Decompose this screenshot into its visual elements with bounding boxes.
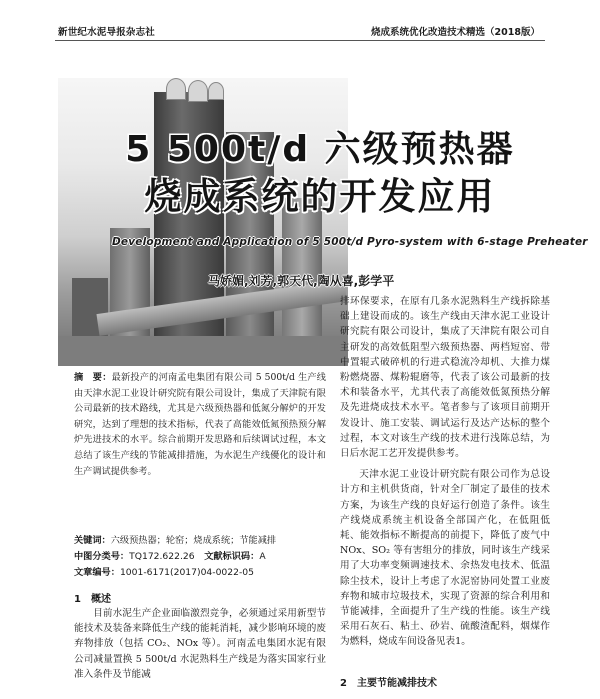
article-title xyxy=(0,128,600,220)
abstract-label: 摘 要： xyxy=(74,372,112,383)
authors: 马娇媚,刘芳,郭天代,陶从喜,彭学平 xyxy=(208,274,395,288)
right-para-1: 排环保要求，在原有几条水泥熟料生产线拆除基础上建设而成的。该生产线由天津水泥工业设计研究院有限公司设计，集成了天津院有限公司自主研发的高效低阻型六级预热器、两档短窑、带中置辊式破碎机的行进式稳流冷却机、大推力煤粉燃烧器、煤粉辊磨等，代表了该公司最新的技术和装备水平，尤其代表了高能效低氮预热分解及先进烧成技术水平。笔者参与了该项目前期开发设计、施工安装、调试运行及达产达标的整个过程，本文对该生产线的技术进行浅陈总结，为日后水泥工艺开发提供参考。 xyxy=(340,296,550,460)
section-2-heading: 2 主要节能减排技术 xyxy=(340,678,437,689)
page-header xyxy=(0,0,600,38)
keywords: 关键词：六级预热器；轮窑；烧成系统；节能减排 xyxy=(74,535,277,546)
english-title: Development and Application of 5 500t/d Pyro-system with 6-stage Preheater xyxy=(112,236,588,248)
section-1-heading: 1 概述 xyxy=(74,594,111,605)
right-para-2: 天津水泥工业设计研究院有限公司作为总设计方和主机供货商，针对全厂制定了最佳的技术方案，为该生产线的良好运行创造了条件。该生产线烧成系统主机设备全部国产化，在低阻低耗、能效指标不断提高的前提下，降低了废气中 NOx、SO₂ 等有害组分的排放，同时该生产线采用了大功率变频调速技术、余热发电技术、低温除尘技术，设计上考虑了水泥窑协同处置工业废弃物和城市垃圾技术，实现了资源的综合利用和节能减排，全面提升了生产线的性能。该生产线采用石灰石、粘土、砂岩、硫酸渣配料，烟煤作为燃料，烧成车间设备见表1。 xyxy=(340,469,550,648)
section-1-body: 目前水泥生产企业面临激烈竞争，必须通过采用新型节能技术及装备来降低生产线的能耗消耗，减少影响环境的废弃物排放（包括 CO₂、NOx 等）。河南孟电集团水泥有限公司减量置换 5 500t/d 水泥熟料生产线是为落实国家行业准入条件及节能减 xyxy=(74,608,326,680)
collection-title: 烧成系统优化改造技术精选（2018版） xyxy=(371,27,540,38)
right-column-body xyxy=(340,294,550,650)
keywords-value: 六级预热器；轮窑；烧成系统；节能减排 xyxy=(110,535,277,546)
cement-plant-photo xyxy=(58,78,348,366)
article-number: 文章编号：1001-6171(2017)04-0022-05 xyxy=(74,567,254,578)
title-line-2: 烧成系统的开发应用 xyxy=(144,175,496,218)
journal-name: 新世纪水泥导报杂志社 xyxy=(58,27,156,38)
title-line-1: 5 500t/d 六级预热器 xyxy=(125,129,515,170)
header-rule xyxy=(55,40,545,41)
classification: 中图分类号：TQ172.622.26 文献标识码：A xyxy=(74,551,266,562)
abstract xyxy=(74,370,326,479)
abstract-text: 最新投产的河南孟电集团有限公司 5 500t/d 生产线由天津水泥工业设计研究院有限公司设计，集成了天津院有限公司最新的技术路线，尤其是六级预热器和低氮分解炉的开发研究，达到了理想的技术指标，代表了高能效低氮预热预分解炉先进技术的水平。综合前期开发思路和后续调试过程，本文总结了该生产线的节能减排措施，为水泥生产线優化的设计和生产调试提供参考。 xyxy=(74,372,326,477)
